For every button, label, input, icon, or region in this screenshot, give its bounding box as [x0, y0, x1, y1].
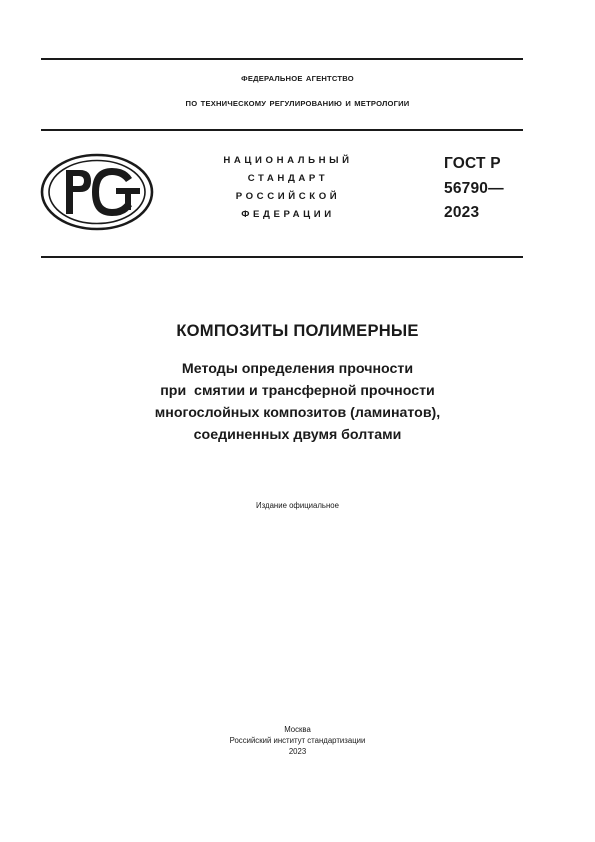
standard-type-line-3: РОССИЙСКОЙ [235, 191, 341, 202]
gost-designation-line-1: ГОСТ Р [444, 155, 501, 172]
header-rule [41, 129, 523, 131]
imprint-city: Москва [284, 725, 311, 734]
imprint-year: 2023 [288, 747, 307, 756]
standard-type-line-2: СТАНДАРТ [247, 173, 329, 184]
document-title: КОМПОЗИТЫ ПОЛИМЕРНЫЕ [176, 321, 419, 340]
document-subtitle-line-4: соединенных двумя болтами [193, 427, 402, 443]
edition-label: Издание официальное [256, 501, 339, 510]
imprint-publisher: Российский институт стандартизации [229, 736, 366, 745]
gost-designation-line-3: 2023 [444, 204, 480, 221]
document-subtitle-line-3: многослойных композитов (ламинатов), [154, 405, 441, 421]
rst-conformity-mark-icon [40, 152, 156, 232]
agency-name-line-2: ПО ТЕХНИЧЕСКОМУ РЕГУЛИРОВАНИЮ И МЕТРОЛОГИИ [185, 99, 410, 108]
document-subtitle-line-2: при смятии и трансферной прочности [160, 383, 435, 399]
designation-rule [41, 256, 523, 258]
agency-name-line-1: ФЕДЕРАЛЬНОЕ АГЕНТСТВО [241, 74, 354, 83]
gost-designation-line-2: 56790— [444, 180, 504, 197]
standard-type-line-4: ФЕДЕРАЦИИ [241, 209, 335, 220]
standard-type-line-1: НАЦИОНАЛЬНЫЙ [223, 155, 353, 166]
top-rule [41, 58, 523, 60]
document-subtitle-line-1: Методы определения прочности [181, 361, 414, 377]
